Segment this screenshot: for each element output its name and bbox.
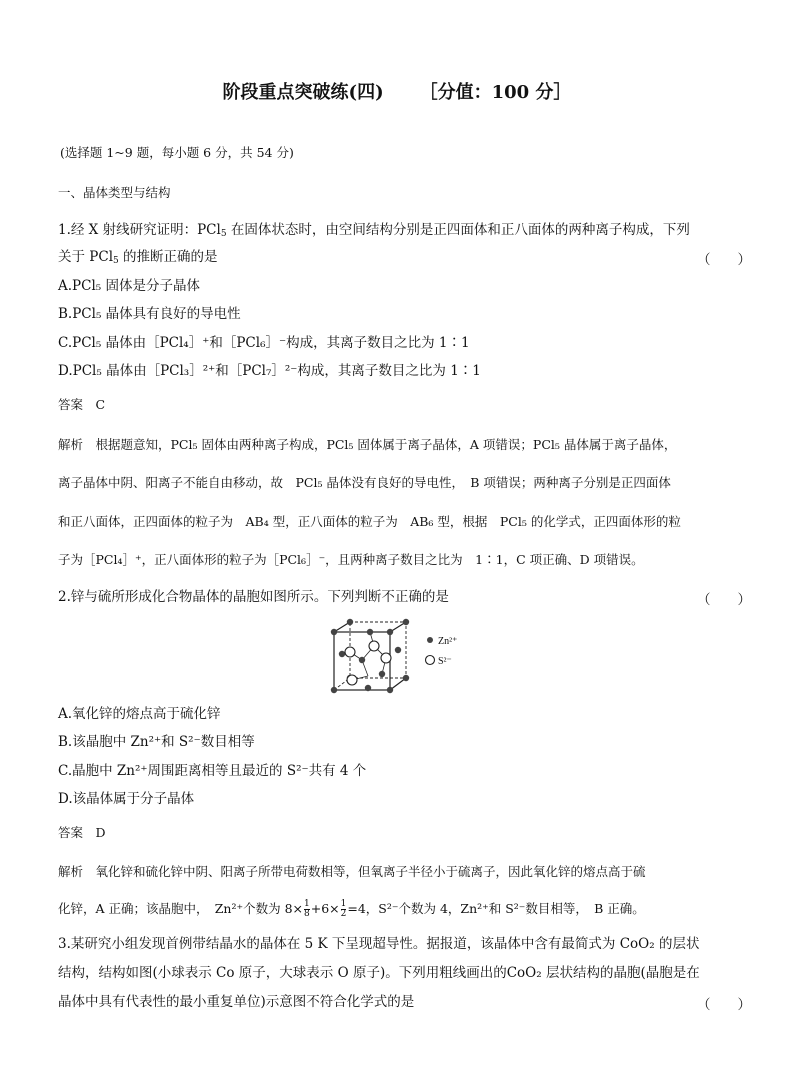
q3-stem-line1: 3.某研究小组发现首例带结晶水的晶体在 5 K 下呈现超导性。据报道，该晶体中含有最简式为 CoO₂ 的层状	[58, 936, 700, 952]
q1-option-b: B.PCl₅ 晶体具有良好的导电性	[58, 306, 241, 322]
legend-zn-label: Zn²⁺	[438, 636, 458, 647]
q2-option-c: C.晶胞中 Zn²⁺周围距离相等且最近的 S²⁻共有 4 个	[58, 763, 367, 779]
q2-stem: 2.锌与硫所形成化合物晶体的晶胞如图所示。下列判断不正确的是	[58, 589, 449, 605]
q1-explanation-line2: 离子晶体中阴、阳离子不能自由移动，故 PCl₅ 晶体没有良好的导电性， B 项错误；两种离子分别是正四面体	[58, 475, 671, 490]
q2-answer: 答案 D	[58, 825, 106, 840]
intro-text: (选择题 1~9 题，每小题 6 分，共 54 分)	[60, 145, 294, 160]
title-score: ［分值：100 分］	[419, 82, 572, 103]
q1-option-c: C.PCl₅ 晶体由［PCl₄］⁺和［PCl₆］⁻构成，其离子数目之比为 1∶1	[58, 335, 470, 351]
q3-answer-paren: （ ）	[697, 997, 751, 1013]
q1-stem-line1: 1.经 X 射线研究证明：PCl$_5$ 在固体状态时，由空间结构分别是正四面体和正八面体的两种离子构成，下列	[58, 222, 690, 239]
q2-answer-paren: （ ）	[697, 592, 751, 608]
q2-explanation-line2: 化锌，A 正确；该晶胞中， Zn²⁺个数为 8× $\frac{1}{8}$ +6× $\frac{1}{2}$ =4，S²⁻个数为 4，Zn²⁺和 S²⁻数目相等， B 正确。	[58, 899, 645, 919]
zns-unit-cell-figure	[328, 618, 468, 694]
page-title	[0, 78, 794, 104]
q1-explanation-line1: 解析 根据题意知，PCl₅ 固体由两种离子构成，PCl₅ 固体属于离子晶体，A 项错误；PCl₅ 晶体属于离子晶体，	[58, 437, 677, 452]
fraction-one-half: $\frac{1}{2}$	[340, 899, 347, 919]
zn-ions	[331, 619, 409, 693]
q1-answer: 答案 C	[58, 397, 106, 412]
q2-explanation-line1: 解析 氧化锌和硫化锌中阴、阳离子所带电荷数相等，但氧离子半径小于硫离子，因此氧化锌的熔点高于硫	[58, 864, 646, 879]
q3-stem-line3: 晶体中具有代表性的最小重复单位)示意图不符合化学式的是	[58, 994, 415, 1010]
q2-option-a: A.氧化锌的熔点高于硫化锌	[58, 706, 221, 722]
section-heading: 一、晶体类型与结构	[58, 185, 171, 200]
q3-stem-line2: 结构，结构如图(小球表示 Co 原子，大球表示 O 原子)。下列用粗线画出的CoO₂ 层状结构的晶胞(晶胞是在	[58, 965, 700, 981]
q1-option-d: D.PCl₅ 晶体由［PCl₃］²⁺和［PCl₇］²⁻构成，其离子数目之比为 1∶1	[58, 363, 481, 379]
fraction-one-eighth: $\frac{1}{8}$	[304, 899, 310, 919]
q1-option-a: A.PCl₅ 固体是分子晶体	[58, 278, 200, 294]
legend-s-dot	[426, 656, 435, 665]
q1-answer-paren: （ ）	[697, 252, 751, 268]
q1-explanation-line3: 和正八面体，正四面体的粒子为 AB₄ 型，正八面体的粒子为 AB₆ 型，根据 PCl₅ 的化学式，正四面体形的粒	[58, 514, 681, 529]
q2-option-b: B.该晶胞中 Zn²⁺和 S²⁻数目相等	[58, 734, 255, 750]
title-main: 阶段重点突破练(四)	[222, 82, 384, 103]
legend-zn-dot	[427, 637, 433, 643]
q2-option-d: D.该晶体属于分子晶体	[58, 791, 195, 807]
legend-s-label: S²⁻	[438, 656, 452, 667]
q1-stem-line2: 关于 PCl$_5$ 的推断正确的是	[58, 249, 218, 266]
q1-explanation-line4: 子为［PCl₄］⁺，正八面体形的粒子为［PCl₆］⁻，且两种离子数目之比为 1∶1，C 项正确、D 项错误。	[58, 552, 644, 567]
